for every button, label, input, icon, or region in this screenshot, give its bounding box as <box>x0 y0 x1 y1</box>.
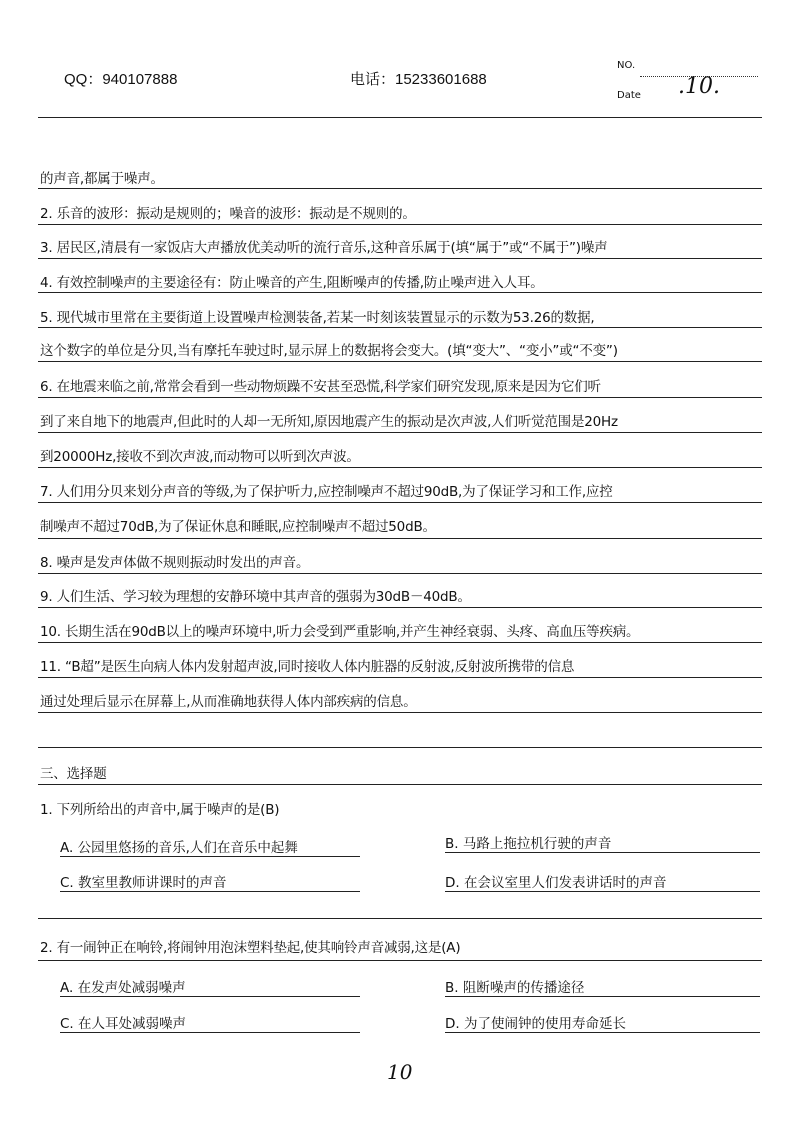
rule-line <box>38 224 762 225</box>
rule-line <box>38 432 762 433</box>
text-line: 的声音,都属于噪声。 <box>40 171 164 187</box>
text-line: 10. 长期生活在90dB以上的噪声环境中,听力会受到严重影响,并产生神经衰弱、头疼、高血压等疾病。 <box>40 624 640 640</box>
q2-option-c: C. 在人耳处减弱噪声 <box>60 1012 360 1033</box>
text-line: 9. 人们生活、学习较为理想的安静环境中其声音的强弱为30dB－40dB。 <box>40 589 471 605</box>
phone-number: 电话：15233601688 <box>350 71 487 88</box>
date-value: .10. <box>678 74 720 99</box>
date-label: Date <box>617 90 641 101</box>
rule-line <box>38 327 762 328</box>
rule-line <box>38 918 762 919</box>
no-label: NO. <box>617 60 636 71</box>
rule-line <box>38 188 762 189</box>
text-line: 5. 现代城市里常在主要街道上设置噪声检测装备,若某一时刻该装置显示的示数为53.26的数据, <box>40 310 595 326</box>
question-1-stem: 1. 下列所给出的声音中,属于噪声的是(B) <box>40 802 280 818</box>
rule-line <box>38 258 762 259</box>
q1-option-b: B. 马路上拖拉机行驶的声音 <box>445 832 760 853</box>
q2-option-b: B. 阻断噪声的传播途径 <box>445 976 760 997</box>
rule-line <box>38 397 762 398</box>
text-line: 通过处理后显示在屏幕上,从而准确地获得人体内部疾病的信息。 <box>40 694 417 710</box>
text-line: 3. 居民区,清晨有一家饭店大声播放优美动听的流行音乐,这种音乐属于(填“属于”或“不属于”)噪声 <box>40 240 608 256</box>
rule-line <box>38 784 762 785</box>
text-line: 11. “B超”是医生向病人体内发射超声波,同时接收人体内脏器的反射波,反射波所携带的信息 <box>40 659 575 675</box>
q1-option-a: A. 公园里悠扬的音乐,人们在音乐中起舞 <box>60 836 360 857</box>
question-2-stem: 2. 有一闹钟正在响铃,将闹钟用泡沫塑料垫起,使其响铃声音减弱,这是(A) <box>40 940 461 956</box>
rule-line <box>38 538 762 539</box>
rule-line <box>38 677 762 678</box>
qq-number: QQ：940107888 <box>64 71 178 88</box>
rule-line <box>38 502 762 503</box>
q2-option-d: D. 为了使闹钟的使用寿命延长 <box>445 1012 760 1033</box>
rule-line <box>38 607 762 608</box>
text-line: 到了来自地下的地震声,但此时的人却一无所知,原因地震产生的振动是次声波,人们听觉范围是20Hz <box>40 414 618 430</box>
text-line: 2. 乐音的波形：振动是规则的；噪音的波形：振动是不规则的。 <box>40 206 416 222</box>
rule-line <box>38 117 762 118</box>
section-title: 三、选择题 <box>40 766 107 782</box>
rule-line <box>38 467 762 468</box>
rule-line <box>38 292 762 293</box>
text-line: 4. 有效控制噪声的主要途径有：防止噪音的产生,阻断噪声的传播,防止噪声进入人耳。 <box>40 275 544 291</box>
q1-option-c: C. 教室里教师讲课时的声音 <box>60 871 360 892</box>
q2-option-a: A. 在发声处减弱噪声 <box>60 976 360 997</box>
text-line: 6. 在地震来临之前,常常会看到一些动物烦躁不安甚至恐慌,科学家们研究发现,原来是因为它们听 <box>40 379 601 395</box>
text-line: 8. 噪声是发声体做不规则振动时发出的声音。 <box>40 555 310 571</box>
rule-line <box>38 361 762 362</box>
rule-line <box>38 712 762 713</box>
text-line: 这个数字的单位是分贝,当有摩托车驶过时,显示屏上的数据将会变大。(填“变大”、“变小”或“不变”) <box>40 343 618 359</box>
rule-line <box>38 960 762 961</box>
text-line: 到20000Hz,接收不到次声波,而动物可以听到次声波。 <box>40 449 360 465</box>
rule-line <box>38 747 762 748</box>
rule-line <box>38 642 762 643</box>
page-number: 10 <box>387 1060 413 1084</box>
rule-line <box>38 573 762 574</box>
text-line: 7. 人们用分贝来划分声音的等级,为了保护听力,应控制噪声不超过90dB,为了保证学习和工作,应控 <box>40 484 613 500</box>
q1-option-d: D. 在会议室里人们发表讲话时的声音 <box>445 871 760 892</box>
text-line: 制噪声不超过70dB,为了保证休息和睡眠,应控制噪声不超过50dB。 <box>40 519 436 535</box>
